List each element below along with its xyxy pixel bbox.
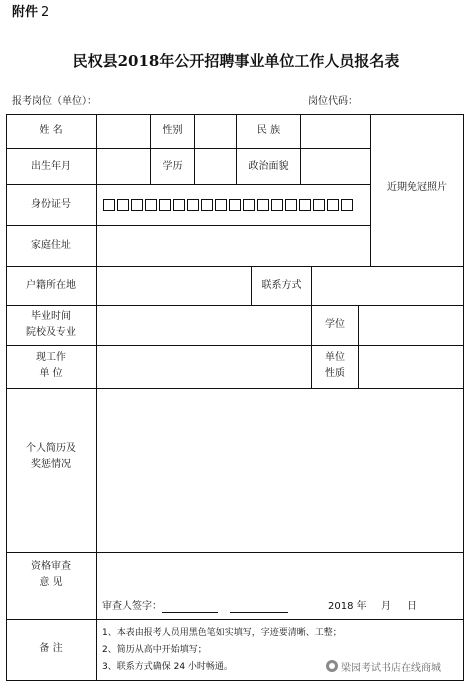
education-field[interactable]	[195, 149, 236, 184]
resume-label-line2: 奖惩情况	[31, 459, 71, 470]
political-status-field[interactable]	[301, 149, 370, 184]
watermark-logo-icon	[326, 660, 338, 672]
id-digit-box[interactable]	[271, 199, 283, 211]
note-line-3: 3、联系方式确保 24 小时畅通。	[102, 662, 233, 672]
hukou-label: 户籍所在地	[26, 280, 76, 291]
review-date-day: 日	[407, 601, 417, 612]
school-major-field[interactable]	[97, 306, 311, 345]
contact-field[interactable]	[312, 267, 463, 305]
degree-label: 学位	[325, 319, 345, 330]
attachment-text: 附件	[12, 5, 39, 20]
id-digit-box[interactable]	[159, 199, 171, 211]
review-label-line2: 意 见	[39, 577, 63, 588]
work-unit-label-line2: 单 位	[39, 368, 63, 379]
position-code-label: 岗位代码：	[308, 96, 358, 107]
id-digit-box[interactable]	[103, 199, 115, 211]
hukou-field[interactable]	[97, 267, 251, 305]
attachment-label	[12, 7, 49, 19]
school-major-label: 院校及专业	[26, 327, 76, 338]
degree-field[interactable]	[359, 306, 463, 345]
review-opinion-field[interactable]	[97, 553, 463, 595]
position-applied-label: 报考岗位（单位）：	[12, 96, 97, 107]
signature-blank-1[interactable]	[162, 601, 218, 613]
id-digit-box[interactable]	[257, 199, 269, 211]
id-digit-box[interactable]	[145, 199, 157, 211]
review-date-month: 月	[381, 601, 391, 612]
id-digit-box[interactable]	[201, 199, 213, 211]
review-signature-line	[102, 601, 288, 613]
id-digit-box[interactable]	[299, 199, 311, 211]
review-date-year: 2018 年	[328, 601, 367, 612]
address-field[interactable]	[97, 226, 370, 266]
review-label-line1: 资格审查	[31, 561, 71, 572]
id-digit-box[interactable]	[173, 199, 185, 211]
reviewer-signature-label: 审查人签字：	[102, 601, 162, 612]
resume-label-line1: 个人简历及	[26, 443, 76, 454]
id-digit-box[interactable]	[341, 199, 353, 211]
education-label: 学历	[162, 161, 183, 172]
watermark	[324, 658, 443, 674]
form-title: 民权县2018年公开招聘事业单位工作人员报名表	[72, 52, 400, 70]
name-field[interactable]	[97, 115, 150, 148]
unit-nature-label-line2: 性质	[325, 368, 345, 379]
id-number-boxes[interactable]	[103, 199, 365, 213]
photo-label: 近期免冠照片	[387, 182, 447, 193]
political-status-label: 政治面貌	[248, 161, 289, 172]
ethnicity-field[interactable]	[301, 115, 370, 148]
notes-label: 备 注	[39, 643, 63, 654]
watermark-text: 梁园考试书店在线商城	[341, 662, 441, 674]
resume-field[interactable]	[97, 389, 463, 552]
id-digit-box[interactable]	[313, 199, 325, 211]
ethnicity-label: 民 族	[256, 125, 281, 136]
signature-blank-2[interactable]	[230, 601, 288, 613]
name-label: 姓 名	[39, 125, 63, 136]
unit-nature-field[interactable]	[359, 346, 463, 388]
id-digit-box[interactable]	[285, 199, 297, 211]
id-digit-box[interactable]	[187, 199, 199, 211]
note-line-1: 1、本表由报考人员用黑色笔如实填写，字迹要清晰、工整；	[102, 628, 342, 638]
id-digit-box[interactable]	[215, 199, 227, 211]
note-line-2: 2、简历从高中开始填写；	[102, 645, 207, 655]
id-number-label: 身份证号	[31, 199, 71, 210]
address-label: 家庭住址	[31, 240, 71, 251]
id-digit-box[interactable]	[229, 199, 241, 211]
attachment-number: 2	[41, 5, 50, 20]
gender-field[interactable]	[195, 115, 236, 148]
work-unit-field[interactable]	[97, 346, 311, 388]
birth-label: 出生年月	[31, 161, 71, 172]
birth-field[interactable]	[97, 149, 150, 184]
id-digit-box[interactable]	[131, 199, 143, 211]
grad-time-label: 毕业时间	[31, 311, 71, 322]
unit-nature-label-line1: 单位	[325, 352, 345, 363]
id-digit-box[interactable]	[243, 199, 255, 211]
id-digit-box[interactable]	[117, 199, 129, 211]
gender-label: 性别	[162, 125, 183, 136]
work-unit-label-line1: 现工作	[36, 352, 66, 363]
id-digit-box[interactable]	[327, 199, 339, 211]
contact-label: 联系方式	[261, 280, 302, 291]
